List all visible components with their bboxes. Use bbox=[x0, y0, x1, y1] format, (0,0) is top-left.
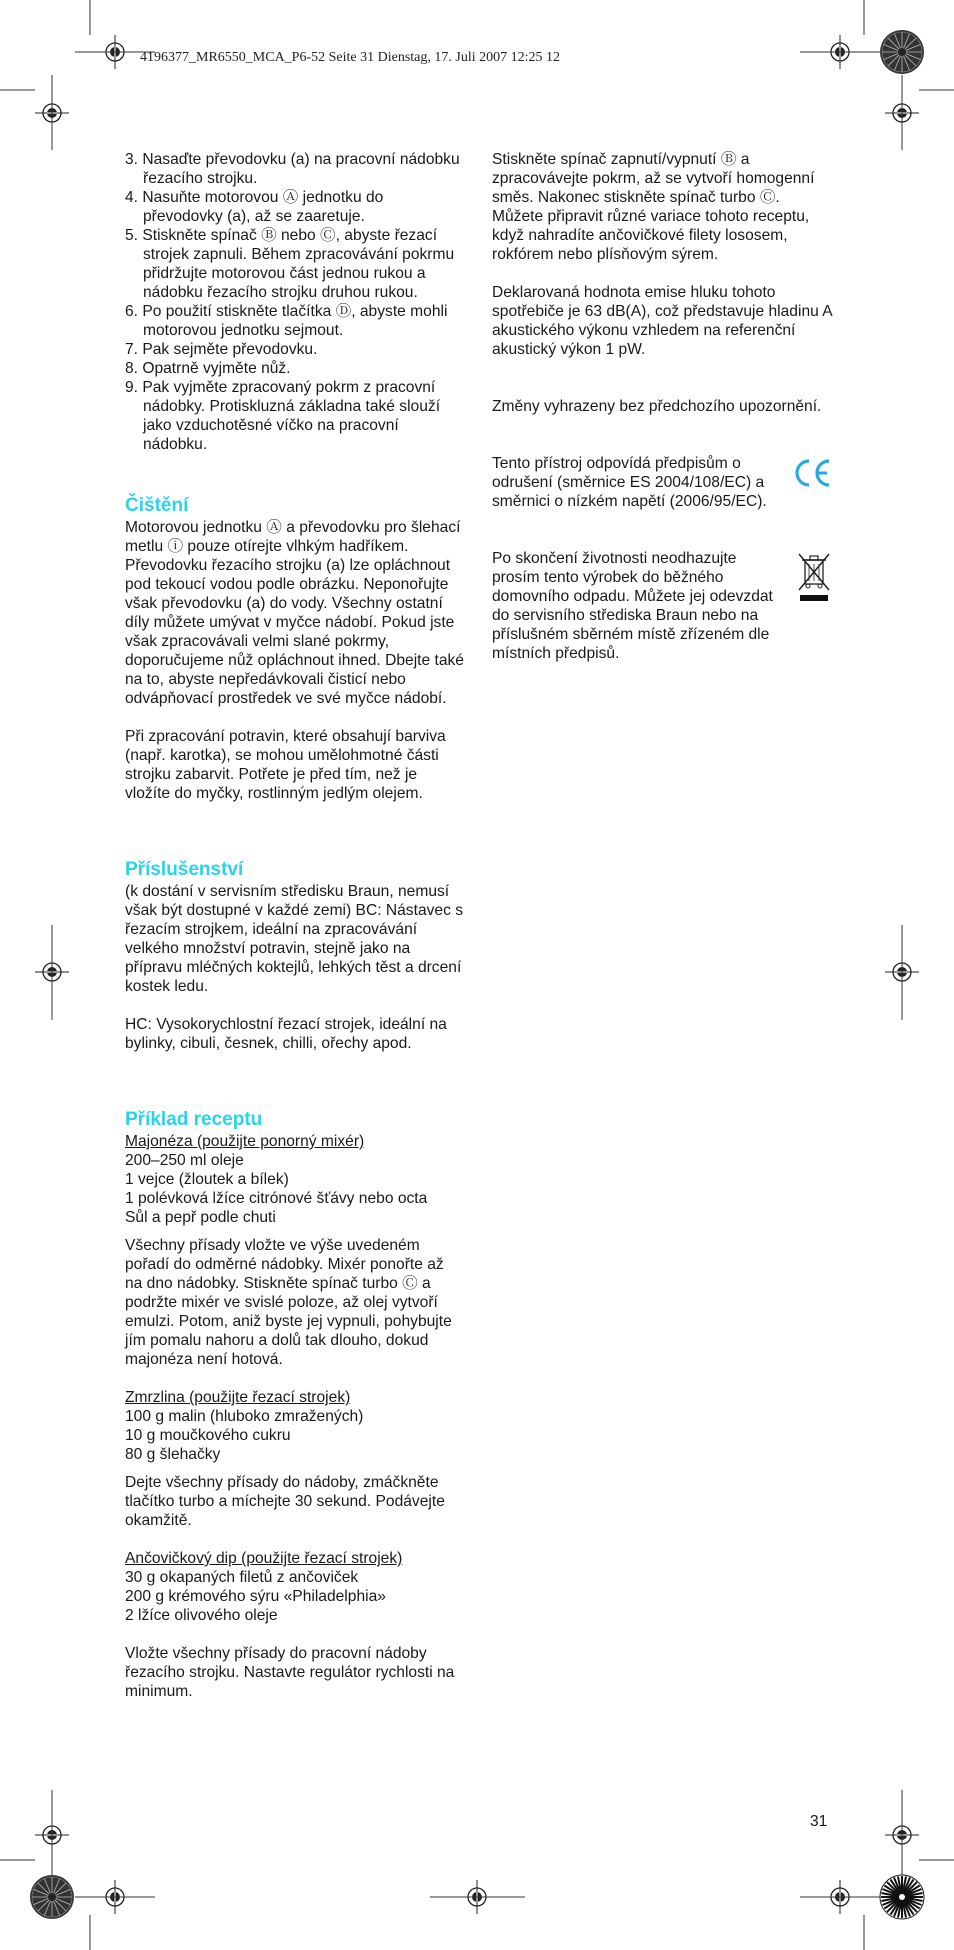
ice-cream-ingredients bbox=[125, 1407, 465, 1464]
list-item: 10 g moučkového cukru bbox=[125, 1427, 291, 1444]
dip-title: Ančovičkový dip (použijte řezací strojek) bbox=[125, 1550, 403, 1567]
list-item: 30 g okapaných filetů z ančoviček bbox=[125, 1569, 359, 1586]
mayo-ingredients bbox=[125, 1151, 465, 1227]
print-slug-line: 4196377_MR6550_MCA_P6-52 Seite 31 Dienstag, 17. Juli 2007 12:25 12 bbox=[140, 50, 561, 65]
ce-mark-icon bbox=[788, 454, 832, 490]
list-item: 1 polévková lžíce citrónové šťávy nebo octa bbox=[125, 1190, 428, 1207]
accessories-heading: Příslušenství bbox=[125, 859, 244, 880]
list-item: 200 g krémového sýru «Philadelphia» bbox=[125, 1588, 386, 1605]
mayo-instructions: Všechny přísady vložte ve výše uvedeném pořadí do odměrné nádobky. Mixér ponořte až na dno nádobky. Stiskněte spínač turbo Ⓒ a podržte mixér ve svislé poloze, až olej vytvoří emulzi. Potom, aniž byste jej vypnuli, pohybujte jím pomalu nahoru a dolů tak dlouho, dokud majonéza není hotová. bbox=[125, 1237, 452, 1368]
dip-ingredients bbox=[125, 1568, 465, 1625]
dip-instructions: Vložte všechny přísady do pracovní nádoby řezacího strojku. Nastavte regulátor rychlosti na minimum. bbox=[125, 1645, 455, 1700]
noise-emission-paragraph: Deklarovaná hodnota emise hluku tohoto spotřebiče je 63 dB(A), což představuje hladinu A akustického výkonu vzhledem na referenční akustický výkon 1 pW. bbox=[492, 284, 832, 358]
list-item: 3. Nasaďte převodovku (a) na pracovní nádobku řezacího strojku. bbox=[125, 151, 460, 187]
disposal-paragraph: Po skončení životnosti neodhazujte prosím tento výrobek do běžného domovního odpadu. Můžete jej odevzdat do servisního střediska Braun nebo na příslušném sběrném místě zřízeném dle místních předpisů. bbox=[492, 550, 773, 662]
list-item: 7. Pak sejměte převodovku. bbox=[125, 341, 318, 358]
ce-compliance-block bbox=[492, 454, 832, 511]
weee-bin-icon bbox=[788, 549, 832, 603]
ice-cream-title: Zmrzlina (použijte řezací strojek) bbox=[125, 1389, 351, 1406]
right-column bbox=[492, 150, 832, 663]
recipe-variation-paragraph: Můžete připravit různé variace tohoto receptu, když nahradíte ančovičkové filety lososem, rokfórem nebo plísňovým sýrem. bbox=[492, 208, 810, 263]
list-item: 4. Nasuňte motorovou Ⓐ jednotku do převodovky (a), až se zaaretuje. bbox=[125, 189, 384, 225]
changes-reserved-paragraph: Změny vyhrazeny bez předchozího upozornění. bbox=[492, 398, 822, 415]
cleaning-paragraph: Motorovou jednotku Ⓐ a převodovku pro šlehací metlu ⓘ pouze otírejte vlhkým hadříkem. Převodovku řezacího strojku (a) lze opláchnout pod tekoucí vodou podle obrázku. Neponořujte však převodovku (a) do vody. Všechny ostatní díly můžete umývat v myčce nádobí. Pokud jste však zpracovávali velmi slané pokrmy, doporučujeme nůž opláchnout ihned. Dbejte také na to, abyste nepředávkovali čisticí nebo odvápňovací prostředek ve své myčce nádobí. bbox=[125, 519, 464, 707]
page-number: 31 bbox=[810, 1813, 828, 1830]
list-item: 200–250 ml oleje bbox=[125, 1152, 244, 1169]
ce-compliance-paragraph: Tento přístroj odpovídá předpisům o odrušení (směrnice ES 2004/108/EC) a směrnici o nízkém napětí (2006/95/EC). bbox=[492, 455, 767, 510]
list-item: Sůl a pepř podle chuti bbox=[125, 1209, 276, 1226]
disposal-block bbox=[492, 549, 832, 663]
cleaning-heading: Čištění bbox=[125, 495, 189, 516]
cleaning-paragraph-2: Při zpracování potravin, které obsahují barviva (např. karotka), se mohou umělohmotné části strojku zabarvit. Potřete je před tím, než je vložíte do myčky, rostlinným jedlým olejem. bbox=[125, 728, 446, 802]
left-column bbox=[125, 150, 465, 1701]
accessories-paragraph: (k dostání v servisním středisku Braun, nemusí však být dostupné v každé zemi) BC: Nástavec s řezacím strojkem, ideální na zpracovávání velkého množství potravin, stejně jako na přípravu mléčných koktejlů, lehkých těst a drcení kostek ledu. bbox=[125, 883, 464, 995]
list-item: 8. Opatrně vyjměte nůž. bbox=[125, 360, 291, 377]
list-item: 100 g malin (hluboko zmražených) bbox=[125, 1408, 364, 1425]
list-item: 1 vejce (žloutek a bílek) bbox=[125, 1171, 289, 1188]
list-item: 9. Pak vyjměte zpracovaný pokrm z pracovní nádobky. Protiskluzná základna také slouží jako vzduchotěsné víčko na pracovní nádobku. bbox=[125, 379, 441, 453]
dip-continued-paragraph: Stiskněte spínač zapnutí/vypnutí Ⓑ a zpracovávejte pokrm, až se vytvoří homogenní směs. Nakonec stiskněte spínač turbo Ⓒ. bbox=[492, 151, 815, 206]
list-item: 6. Po použití stiskněte tlačítka Ⓓ, abyste mohli motorovou jednotku sejmout. bbox=[125, 303, 448, 339]
ice-cream-instructions: Dejte všechny přísady do nádoby, zmáčkněte tlačítko turbo a míchejte 30 sekund. Podávejte okamžitě. bbox=[125, 1474, 445, 1529]
recipe-heading: Příklad receptu bbox=[125, 1109, 263, 1130]
assembly-steps-list bbox=[125, 150, 465, 454]
accessories-paragraph-2: HC: Vysokorychlostní řezací strojek, ideální na bylinky, cibuli, česnek, chilli, ořechy apod. bbox=[125, 1016, 447, 1052]
list-item: 2 lžíce olivového oleje bbox=[125, 1607, 278, 1624]
mayo-title: Majonéza (použijte ponorný mixér) bbox=[125, 1133, 365, 1150]
list-item: 80 g šlehačky bbox=[125, 1446, 221, 1463]
list-item: 5. Stiskněte spínač Ⓑ nebo Ⓒ, abyste řezací strojek zapnuli. Během zpracovávání pokrmu přidržujte motorovou část jednou rukou a nádobku řezacího strojku druhou rukou. bbox=[125, 227, 455, 301]
